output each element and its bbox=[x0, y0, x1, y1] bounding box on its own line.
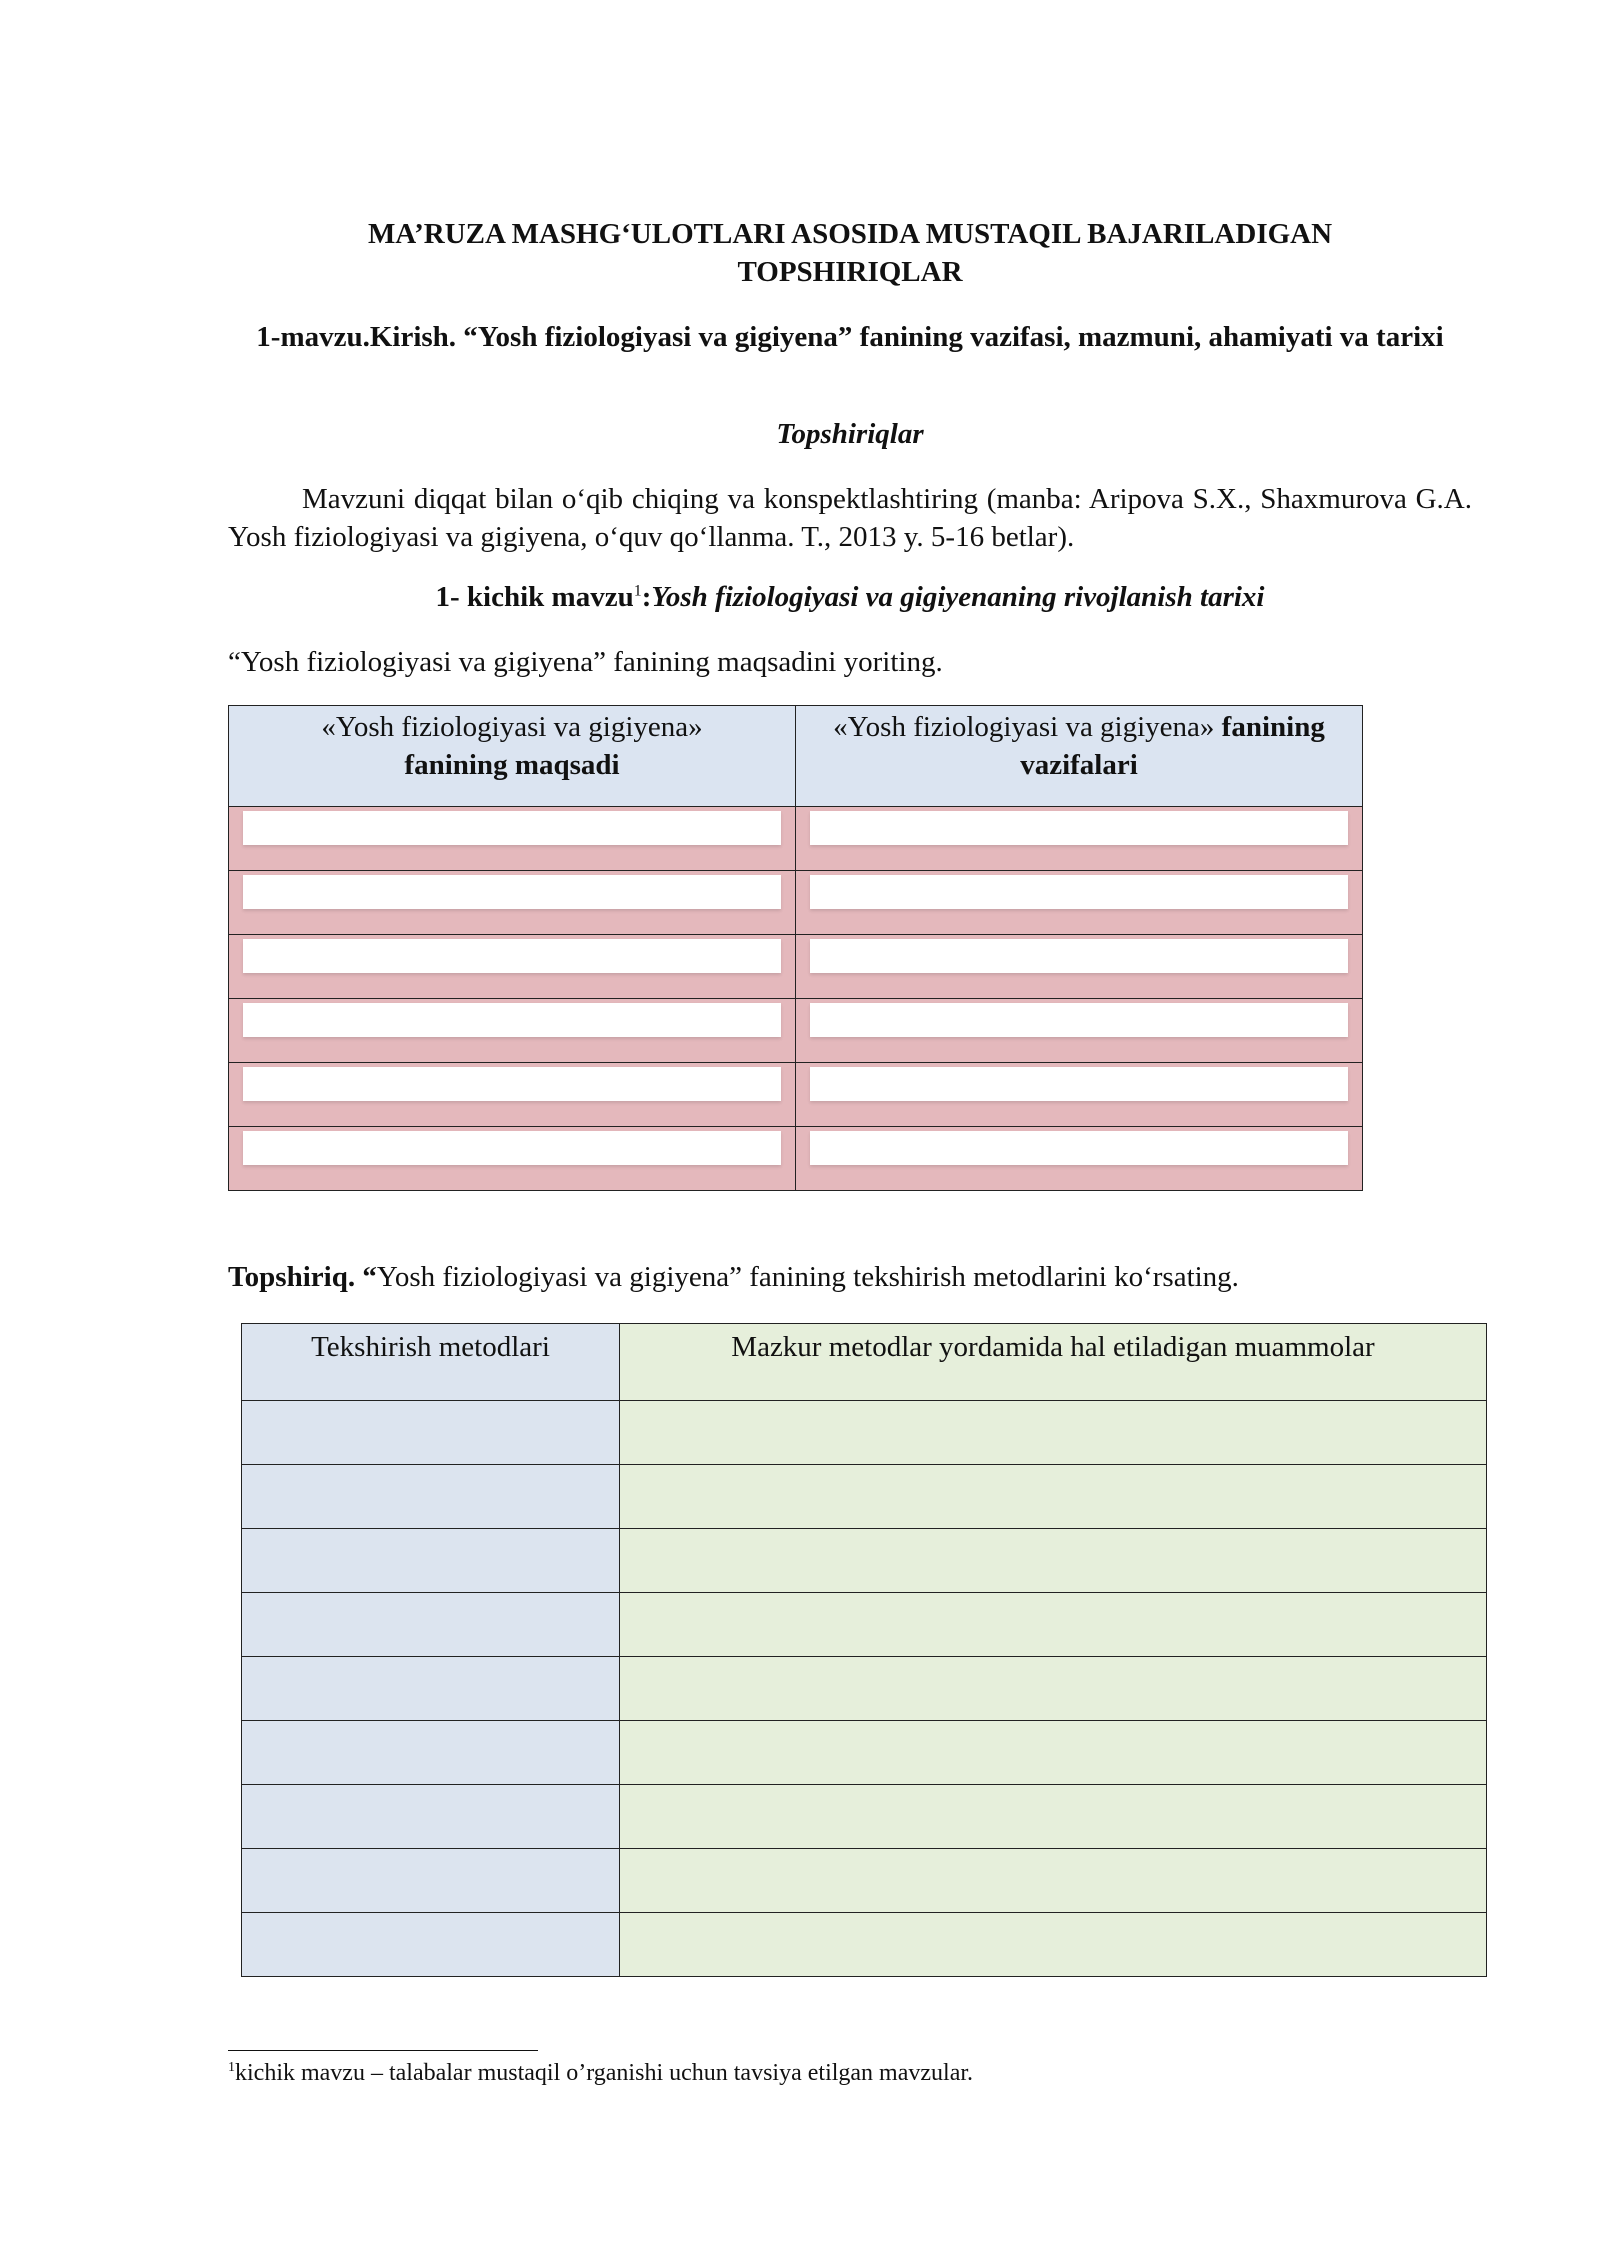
answer-field[interactable] bbox=[810, 1003, 1348, 1037]
topic-title: 1-mavzu.Kirish. “Yosh fiziologiyasi va gigiyena” fanining vazifasi, mazmuni, ahamiyati va tarixi bbox=[256, 321, 1444, 353]
footnote-reference[interactable]: 1 bbox=[633, 582, 642, 600]
task-answer-cell[interactable] bbox=[796, 871, 1363, 935]
problem-answer-cell[interactable] bbox=[620, 1593, 1487, 1657]
problem-answer-cell[interactable] bbox=[620, 1913, 1487, 1977]
goals-table-row bbox=[229, 807, 1363, 871]
goal-answer-cell[interactable] bbox=[229, 871, 796, 935]
goals-table-row bbox=[229, 1127, 1363, 1191]
goals-table-row bbox=[229, 871, 1363, 935]
problem-answer-cell[interactable] bbox=[620, 1721, 1487, 1785]
tasks-header-bold1: fanining bbox=[1221, 711, 1325, 743]
answer-field[interactable] bbox=[810, 1131, 1348, 1165]
answer-field[interactable] bbox=[243, 939, 781, 973]
methods-table-header bbox=[242, 1324, 1487, 1401]
tasks-header-normal: «Yosh fiziologiyasi va gigiyena» bbox=[833, 711, 1222, 743]
answer-field[interactable] bbox=[810, 875, 1348, 909]
goals-header-cell bbox=[229, 706, 796, 807]
tasks-heading: Topshiriqlar bbox=[776, 418, 924, 450]
methods-table-row bbox=[242, 1465, 1487, 1529]
goal-answer-cell[interactable] bbox=[229, 1063, 796, 1127]
task-answer-cell[interactable] bbox=[796, 1127, 1363, 1191]
goals-table-row bbox=[229, 999, 1363, 1063]
task-answer-cell[interactable] bbox=[796, 807, 1363, 871]
problems-header-cell: Mazkur metodlar yordamida hal etiladigan muammolar bbox=[620, 1324, 1487, 1401]
task-answer-cell[interactable] bbox=[796, 1063, 1363, 1127]
footnote-text: kichik mavzu – talabalar mustaqil o’rganishi uchun tavsiya etilgan mavzular. bbox=[235, 2060, 974, 2086]
goals-header-line2: fanining maqsadi bbox=[404, 749, 620, 781]
task-answer-cell[interactable] bbox=[796, 935, 1363, 999]
methods-table-row bbox=[242, 1529, 1487, 1593]
methods-header-cell: Tekshirish metodlari bbox=[242, 1324, 620, 1401]
goal-answer-cell[interactable] bbox=[229, 807, 796, 871]
answer-field[interactable] bbox=[810, 811, 1348, 845]
footnote-separator bbox=[228, 2050, 538, 2051]
method-answer-cell[interactable] bbox=[242, 1529, 620, 1593]
tasks-header-bold2: vazifalari bbox=[1020, 749, 1138, 781]
task-answer-cell[interactable] bbox=[796, 999, 1363, 1063]
answer-field[interactable] bbox=[243, 811, 781, 845]
subtopic-prefix: 1- kichik mavzu bbox=[435, 581, 634, 613]
method-answer-cell[interactable] bbox=[242, 1849, 620, 1913]
problem-answer-cell[interactable] bbox=[620, 1785, 1487, 1849]
methods-table-row bbox=[242, 1401, 1487, 1465]
answer-field[interactable] bbox=[243, 1067, 781, 1101]
method-answer-cell[interactable] bbox=[242, 1913, 620, 1977]
goal-answer-cell[interactable] bbox=[229, 999, 796, 1063]
goals-table-header bbox=[229, 706, 1363, 807]
subtopic-title: Yosh fiziologiyasi va gigiyenaning rivojlanish tarixi bbox=[651, 581, 1265, 613]
problem-answer-cell[interactable] bbox=[620, 1465, 1487, 1529]
problem-answer-cell[interactable] bbox=[620, 1401, 1487, 1465]
answer-field[interactable] bbox=[243, 875, 781, 909]
method-answer-cell[interactable] bbox=[242, 1721, 620, 1785]
title-line-2: TOPSHIRIQLAR bbox=[737, 256, 963, 288]
goals-table-row bbox=[229, 1063, 1363, 1127]
answer-field[interactable] bbox=[243, 1131, 781, 1165]
goal-answer-cell[interactable] bbox=[229, 1127, 796, 1191]
method-answer-cell[interactable] bbox=[242, 1657, 620, 1721]
goals-table-row bbox=[229, 935, 1363, 999]
goals-header-line1: «Yosh fiziologiyasi va gigiyena» bbox=[321, 711, 703, 743]
method-answer-cell[interactable] bbox=[242, 1593, 620, 1657]
methods-table-row bbox=[242, 1913, 1487, 1977]
answer-field[interactable] bbox=[810, 1067, 1348, 1101]
method-answer-cell[interactable] bbox=[242, 1465, 620, 1529]
document-title bbox=[228, 215, 1472, 291]
title-line-1: MA’RUZA MASHG‘ULOTLARI ASOSIDA MUSTAQIL BAJARILADIGAN bbox=[367, 218, 1333, 250]
methods-table-row bbox=[242, 1593, 1487, 1657]
methods-table-row bbox=[242, 1849, 1487, 1913]
answer-field[interactable] bbox=[810, 939, 1348, 973]
problem-answer-cell[interactable] bbox=[620, 1657, 1487, 1721]
subtopic-heading bbox=[228, 578, 1472, 616]
task-2-label: Topshiriq. “ bbox=[228, 1261, 377, 1293]
goals-table bbox=[228, 705, 1363, 1191]
tasks-header-cell bbox=[796, 706, 1363, 807]
methods-table-row bbox=[242, 1785, 1487, 1849]
task-2-prompt bbox=[228, 1258, 1239, 1296]
answer-field[interactable] bbox=[243, 1003, 781, 1037]
goal-prompt: “Yosh fiziologiyasi va gigiyena” fanining maqsadini yoriting. bbox=[228, 646, 943, 678]
methods-table bbox=[241, 1323, 1487, 1977]
footnote bbox=[228, 2058, 973, 2088]
methods-table-row bbox=[242, 1657, 1487, 1721]
subtopic-separator: : bbox=[641, 581, 652, 613]
method-answer-cell[interactable] bbox=[242, 1401, 620, 1465]
task-2-text: Yosh fiziologiyasi va gigiyena” fanining tekshirish metodlarini ko‘rsating. bbox=[376, 1261, 1239, 1293]
problem-answer-cell[interactable] bbox=[620, 1849, 1487, 1913]
footnote-mark: 1 bbox=[228, 2060, 235, 2075]
method-answer-cell[interactable] bbox=[242, 1785, 620, 1849]
methods-table-row bbox=[242, 1721, 1487, 1785]
instruction-paragraph: Mavzuni diqqat bilan o‘qib chiqing va konspektlashtiring (manba: Aripova S.X., Shaxmurova G.A. Yosh fiziologiyasi va gigiyena, o‘quv qo‘llanma. T., 2013 y. 5-16 betlar). bbox=[228, 483, 1472, 553]
goal-answer-cell[interactable] bbox=[229, 935, 796, 999]
problem-answer-cell[interactable] bbox=[620, 1529, 1487, 1593]
